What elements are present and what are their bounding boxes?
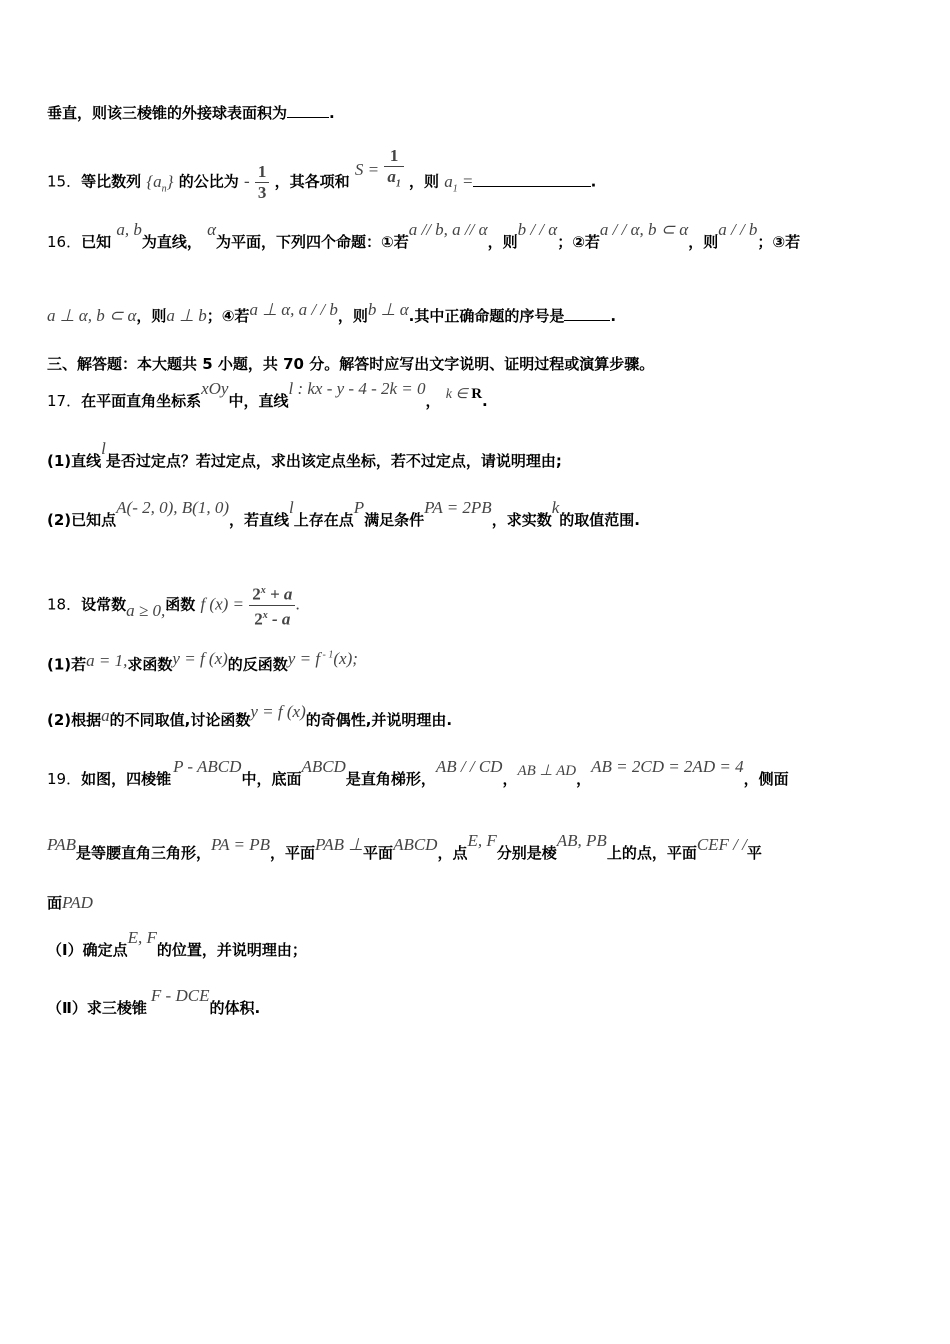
q19-pyramid: P - ABCD xyxy=(173,757,242,776)
q19-text: 确定点 xyxy=(82,941,128,959)
q17-text: ， xyxy=(425,392,441,410)
q19-text: 分别是棱 xyxy=(496,844,557,862)
q18-var-a: a xyxy=(101,706,110,725)
q16-plane: α xyxy=(207,220,217,239)
q18-text: 设常数 xyxy=(81,595,127,614)
q19-text: ，侧面 xyxy=(743,770,789,788)
q18-func: y = f (x) xyxy=(172,648,228,668)
q16-number: 16． xyxy=(47,233,82,251)
q17-part-2 xyxy=(47,498,640,530)
q16-text: ；④若 xyxy=(206,307,250,325)
q16-text: ；②若 xyxy=(557,233,600,251)
q19-text: 的体积. xyxy=(209,999,261,1017)
question-15: 15．等比数列 $\{a_n\}$ 的公比为 - $\frac{1}{3}$ ，其各项和 S = $\frac{1}{a_1}$ ，则 $a_1$ = . xyxy=(47,146,597,202)
q18-text: 的奇偶性,并说明理由. xyxy=(305,711,453,729)
q19-part-2 xyxy=(47,986,261,1018)
q19-base: ABCD xyxy=(301,757,346,776)
q19-text: 求三棱锥 xyxy=(86,999,147,1017)
q16-cond-1: a // b, a // α xyxy=(408,220,488,239)
q15-text: 等比数列 xyxy=(81,172,142,191)
q15-a1: $a_1$ xyxy=(444,171,458,195)
q19-text: 上的点，平面 xyxy=(606,844,697,862)
q16-text: ，则 xyxy=(487,233,518,251)
q15-ratio-sign: - xyxy=(243,171,250,191)
q18-a-condition: a ≥ 0, xyxy=(126,600,166,620)
q16-text: .其中正确命题的序号是 xyxy=(408,307,565,325)
continued-text: 垂直，则该三棱锥的外接球表面积为 xyxy=(47,104,288,122)
q17-text: ，若直线 xyxy=(229,511,290,529)
q19-text: 平 xyxy=(746,844,762,862)
answer-blank xyxy=(473,172,591,187)
q15-sequence: $\{a_n\}$ xyxy=(146,171,174,195)
q18-dot: . xyxy=(295,594,300,614)
q19-text: 平面 xyxy=(363,844,394,862)
q17-number: 17． xyxy=(47,392,82,410)
section-heading: 三、解答题：本大题共 5 小题，共 70 分。解答时应写出文字说明、证明过程或演算步骤。 xyxy=(47,355,655,373)
part-label: (2) xyxy=(47,511,72,529)
q19-text: ， xyxy=(576,770,592,788)
q18-func: y = f (x) xyxy=(250,702,306,721)
q19-part-1 xyxy=(47,928,307,960)
q19-plane: CEF / / xyxy=(696,835,747,854)
q19-text: 如图，四棱锥 xyxy=(81,770,172,788)
q16-cond-3: a ⊥ α, b ⊂ α xyxy=(47,306,137,325)
q15-number: 15． xyxy=(47,172,82,191)
q15-text: 的公比为 xyxy=(178,172,239,191)
q18-part-2 xyxy=(47,702,453,730)
q18-a-value: a = 1, xyxy=(86,650,128,670)
part-label: (2) xyxy=(47,711,72,729)
q19-cond-5: PAB ⊥ xyxy=(315,835,364,854)
q17-text: 直线 xyxy=(71,452,102,470)
q19-cond-2: AB ⊥ AD xyxy=(517,763,577,779)
q17-var-l: l xyxy=(289,498,294,517)
q18-text: 函数 xyxy=(165,595,196,614)
q17-text: 的取值范围. xyxy=(559,511,640,529)
q16-text: 为平面，下列四个命题：①若 xyxy=(216,233,409,251)
q19-text: ，点 xyxy=(437,844,468,862)
q16-text: ，则 xyxy=(136,307,167,325)
q16-cond-2: a / / α, b ⊂ α xyxy=(599,220,689,239)
q16-text: 为直线， xyxy=(141,233,202,251)
q19-plane-pad: PAD xyxy=(62,893,93,912)
q16-lines: a, b xyxy=(116,220,142,239)
part-label: (1) xyxy=(47,655,72,674)
q18-text: 若 xyxy=(71,655,87,674)
question-19 xyxy=(47,757,789,790)
q19-cond-1: AB / / CD xyxy=(435,757,503,776)
q15-text: ，其各项和 xyxy=(274,172,350,191)
q19-text: ， xyxy=(502,770,518,788)
q15-sum-fraction: $\frac{1}{a_1}$ xyxy=(384,146,404,194)
q16-text: ，则 xyxy=(688,233,719,251)
q15-text: ，则 xyxy=(409,172,440,191)
q19-text: 面 xyxy=(47,894,63,912)
q17-text: 中，直线 xyxy=(228,392,289,410)
part-label: （Ⅱ） xyxy=(47,999,87,1017)
q17-points: A(- 2, 0), B(1, 0) xyxy=(116,498,229,517)
q18-text: 根据 xyxy=(71,711,102,729)
q17-line-equation: l : kx - y - 4 - 2k = 0 xyxy=(288,379,426,398)
q19-tetrahedron: F - DCE xyxy=(150,986,210,1005)
q18-text: 的不同取值,讨论函数 xyxy=(109,711,251,729)
q17-k-domain: k ∈ R xyxy=(445,386,483,402)
q17-dot: . xyxy=(482,392,488,410)
q17-point-p: P xyxy=(353,498,365,517)
q17-condition: PA = 2PB xyxy=(424,498,492,517)
q18-text: 的反函数 xyxy=(227,655,288,674)
question-17 xyxy=(47,379,488,413)
q19-face: PAB xyxy=(47,835,76,854)
part-label: (1) xyxy=(47,452,72,470)
q19-text: ，平面 xyxy=(270,844,316,862)
q17-text: 上存在点 xyxy=(293,511,354,529)
q17-text: 在平面直角坐标系 xyxy=(81,392,202,410)
q16-text: ，则 xyxy=(337,307,368,325)
q18-part-1 xyxy=(47,648,358,675)
q16-text: ；③若 xyxy=(757,233,801,251)
q17-coord-system: xOy xyxy=(201,379,229,398)
q16-text: 已知 xyxy=(81,233,112,251)
q17-text: 已知点 xyxy=(71,511,117,529)
q19-text: 是等腰直角三角形， xyxy=(75,844,211,862)
q16-result-4: b ⊥ α xyxy=(367,300,409,319)
q18-inverse: y = f $^{- 1}$(x); xyxy=(287,648,358,668)
continued-question-line: 垂直，则该三棱锥的外接球表面积为 . xyxy=(47,104,335,122)
q16-result-2: a / / b xyxy=(718,220,758,239)
q18-number: 18． xyxy=(47,595,82,614)
q19-text: 的位置，并说明理由； xyxy=(156,941,307,959)
answer-blank xyxy=(287,103,329,118)
q18-f-fraction: $\frac{2^x + a}{2^x - a}$ xyxy=(249,581,295,629)
q18-text: 求函数 xyxy=(127,655,173,674)
q19-text: 中，底面 xyxy=(241,770,302,788)
q19-points: E, F xyxy=(467,831,497,850)
q19-number: 19． xyxy=(47,770,82,788)
q18-f-lhs: f (x) = xyxy=(200,594,245,614)
q17-part-1 xyxy=(47,439,562,471)
q17-text: 是否过定点？若过定点，求出该定点坐标，若不过定点，请说明理由; xyxy=(105,452,562,470)
q19-base: ABCD xyxy=(393,835,438,854)
q19-points: E, F xyxy=(127,928,157,947)
question-18 xyxy=(47,581,300,629)
question-16-cont: a ⊥ α, b ⊂ α，则a ⊥ b；④若a ⊥ α, a / / b，则b ⊥ α.其中正确命题的序号是 . xyxy=(47,300,617,325)
part-label: （Ⅰ） xyxy=(47,941,83,959)
question-16 xyxy=(47,220,801,252)
question-19-cont-2 xyxy=(47,893,93,913)
q15-equals: = xyxy=(463,171,473,191)
q15-ratio-fraction: $\frac{1}{3}$ xyxy=(255,162,270,203)
q19-edges: AB, PB xyxy=(556,831,607,850)
q19-cond-4: PA = PB xyxy=(210,835,270,854)
q17-var-l: l xyxy=(101,439,106,458)
q17-var-k: k xyxy=(551,498,560,517)
answer-blank xyxy=(564,306,610,321)
q17-text: 满足条件 xyxy=(364,511,425,529)
q16-result-3: a ⊥ b xyxy=(166,306,207,325)
q19-cond-3: AB = 2CD = 2AD = 4 xyxy=(591,757,744,776)
q15-sum-lhs: S = xyxy=(354,159,380,179)
q19-text: 是直角梯形， xyxy=(345,770,436,788)
q17-text: ，求实数 xyxy=(491,511,552,529)
q16-cond-4: a ⊥ α, a / / b xyxy=(249,300,338,319)
question-19-cont xyxy=(47,831,762,863)
q16-result-1: b / / α xyxy=(517,220,558,239)
